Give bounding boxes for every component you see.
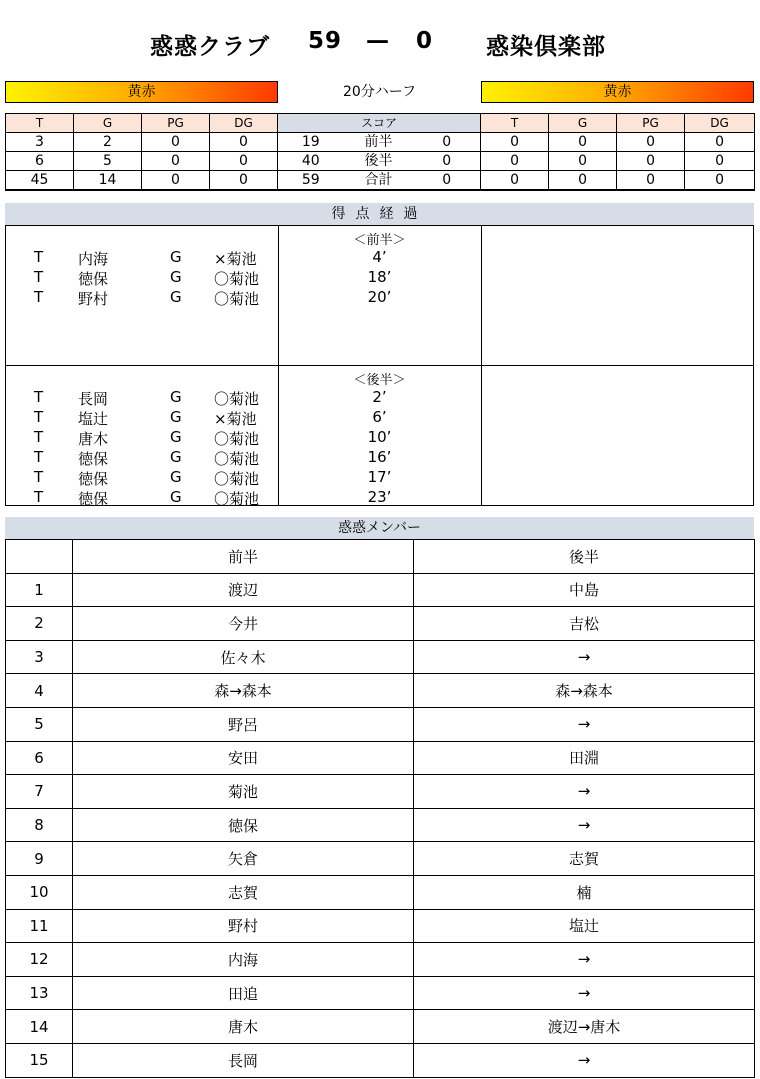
second-half-player: 田淵 (414, 741, 755, 775)
position-number: 8 (6, 808, 73, 842)
score-table (5, 113, 755, 191)
table-row (6, 573, 755, 607)
second-half-events-panel (5, 366, 754, 506)
event-conversion: 〇菊池 (214, 270, 260, 288)
home-team-name: 惑惑クラブ (150, 34, 270, 60)
position-number: 2 (6, 607, 73, 641)
cell: 0 (142, 171, 210, 191)
cell: 6 (6, 152, 74, 171)
col-header-second-half: 後半 (414, 540, 755, 574)
cell: 0 (481, 171, 549, 191)
position-number: 15 (6, 1043, 73, 1077)
second-half-label: ＜後半＞ (353, 373, 406, 388)
event-conv-type: G (170, 408, 182, 426)
event-conversion: 〇菊池 (214, 450, 260, 468)
cell: 0 (549, 152, 617, 171)
cell: 0 (549, 171, 617, 191)
table-row (6, 943, 755, 977)
score-event (6, 428, 481, 448)
away-jersey-color-bar: 黄赤 (481, 81, 754, 103)
first-half-player: 田追 (73, 976, 414, 1010)
away-total: 0 (414, 171, 481, 191)
first-half-player: 菊池 (73, 775, 414, 809)
second-half-player: 中島 (414, 573, 755, 607)
home-score: 59 (308, 28, 343, 54)
score-event (6, 468, 481, 488)
table-row (6, 640, 755, 674)
event-player: 徳保 (78, 270, 109, 288)
cell: 0 (617, 133, 685, 152)
event-minute: 4’ (372, 248, 387, 266)
position-number: 3 (6, 640, 73, 674)
event-minute: 18’ (367, 268, 392, 286)
position-number: 7 (6, 775, 73, 809)
members-header-row (6, 540, 755, 574)
cell: 0 (617, 171, 685, 191)
event-conversion: 〇菊池 (214, 470, 260, 488)
score-event (6, 488, 481, 508)
match-title (0, 28, 760, 60)
event-conversion: ×菊池 (214, 250, 257, 268)
score-col-header: スコア (278, 114, 481, 133)
position-number: 13 (6, 976, 73, 1010)
position-number: 4 (6, 674, 73, 708)
second-half-player: → (414, 943, 755, 977)
event-minute: 20’ (367, 288, 392, 306)
event-conversion: 〇菊池 (214, 390, 260, 408)
score-row-second-half (6, 152, 755, 171)
score-event (6, 248, 481, 268)
second-half-player: → (414, 1043, 755, 1077)
second-half-player: 楠 (414, 875, 755, 909)
cell: 0 (549, 133, 617, 152)
away-half-total: 0 (414, 133, 481, 152)
event-conversion: 〇菊池 (214, 430, 260, 448)
cell: 2 (74, 133, 142, 152)
second-half-player: 吉松 (414, 607, 755, 641)
event-player: 唐木 (78, 430, 109, 448)
first-half-player: 安田 (73, 741, 414, 775)
first-half-player: 野村 (73, 909, 414, 943)
col-header: DG (685, 114, 755, 133)
home-half-total: 40 (278, 152, 344, 171)
event-player: 徳保 (78, 450, 109, 468)
position-number: 10 (6, 875, 73, 909)
cell: 0 (210, 171, 278, 191)
position-number: 6 (6, 741, 73, 775)
cell: 0 (617, 152, 685, 171)
event-type: T (34, 468, 44, 486)
second-half-player: 志賀 (414, 842, 755, 876)
event-conv-type: G (170, 488, 182, 506)
event-minute: 2’ (372, 388, 387, 406)
event-conv-type: G (170, 268, 182, 286)
cell: 14 (74, 171, 142, 191)
event-type: T (34, 268, 44, 286)
event-conv-type: G (170, 468, 182, 486)
event-conv-type: G (170, 448, 182, 466)
event-type: T (34, 248, 44, 266)
second-half-player: → (414, 976, 755, 1010)
score-event (6, 288, 481, 308)
col-header: G (549, 114, 617, 133)
event-conv-type: G (170, 248, 182, 266)
table-row (6, 1010, 755, 1044)
first-half-player: 渡辺 (73, 573, 414, 607)
event-type: T (34, 488, 44, 506)
col-header: T (481, 114, 549, 133)
away-team-name: 惑染倶楽部 (486, 34, 606, 60)
event-conv-type: G (170, 288, 182, 306)
second-half-player: → (414, 640, 755, 674)
col-header: PG (142, 114, 210, 133)
col-header-number (6, 540, 73, 574)
event-type: T (34, 288, 44, 306)
event-conversion: ×菊池 (214, 410, 257, 428)
table-row (6, 1043, 755, 1077)
position-number: 14 (6, 1010, 73, 1044)
first-half-player: 徳保 (73, 808, 414, 842)
event-conversion: 〇菊池 (214, 490, 260, 508)
score-dash: — (366, 28, 390, 54)
cell: 0 (142, 133, 210, 152)
event-conv-type: G (170, 388, 182, 406)
row-label: 後半 (344, 152, 414, 171)
members-table (5, 539, 755, 1078)
first-half-player: 内海 (73, 943, 414, 977)
table-row (6, 875, 755, 909)
cell: 0 (685, 171, 755, 191)
second-half-player: → (414, 707, 755, 741)
event-type: T (34, 448, 44, 466)
event-player: 野村 (78, 290, 109, 308)
cell: 0 (481, 152, 549, 171)
position-number: 11 (6, 909, 73, 943)
event-type: T (34, 408, 44, 426)
table-row (6, 909, 755, 943)
event-minute: 10’ (367, 428, 392, 446)
table-row (6, 674, 755, 708)
event-minute: 23’ (367, 488, 392, 506)
cell: 0 (481, 133, 549, 152)
table-row (6, 808, 755, 842)
event-type: T (34, 388, 44, 406)
home-half-total: 19 (278, 133, 344, 152)
first-half-player: 唐木 (73, 1010, 414, 1044)
col-header-first-half: 前半 (73, 540, 414, 574)
home-total: 59 (278, 171, 344, 191)
table-row (6, 976, 755, 1010)
col-header: G (74, 114, 142, 133)
event-player: 長岡 (78, 390, 109, 408)
table-row (6, 607, 755, 641)
second-half-player: → (414, 775, 755, 809)
score-row-total (6, 171, 755, 191)
event-conversion: 〇菊池 (214, 290, 260, 308)
score-event (6, 448, 481, 468)
table-row (6, 707, 755, 741)
first-half-player: 森→森本 (73, 674, 414, 708)
event-player: 徳保 (78, 470, 109, 488)
score-event (6, 268, 481, 288)
score-event (6, 408, 481, 428)
cell: 45 (6, 171, 74, 191)
cell: 3 (6, 133, 74, 152)
table-row (6, 842, 755, 876)
score-row-first-half (6, 133, 755, 152)
first-half-player: 長岡 (73, 1043, 414, 1077)
position-number: 9 (6, 842, 73, 876)
first-half-player: 矢倉 (73, 842, 414, 876)
second-half-player: 森→森本 (414, 674, 755, 708)
first-half-player: 佐々木 (73, 640, 414, 674)
cell: 0 (142, 152, 210, 171)
event-player: 徳保 (78, 490, 109, 508)
col-header: T (6, 114, 74, 133)
second-half-player: → (414, 808, 755, 842)
position-number: 12 (6, 943, 73, 977)
event-player: 塩辻 (78, 410, 109, 428)
second-half-player: 塩辻 (414, 909, 755, 943)
event-type: T (34, 428, 44, 446)
cell: 0 (685, 152, 755, 171)
event-minute: 17’ (367, 468, 392, 486)
table-row (6, 741, 755, 775)
cell: 5 (74, 152, 142, 171)
first-half-player: 野呂 (73, 707, 414, 741)
away-half-total: 0 (414, 152, 481, 171)
score-header-row (6, 114, 755, 133)
first-half-player: 今井 (73, 607, 414, 641)
event-conv-type: G (170, 428, 182, 446)
position-number: 1 (6, 573, 73, 607)
first-half-label: ＜前半＞ (353, 233, 406, 248)
cell: 0 (685, 133, 755, 152)
scoring-progress-title: 得点経過 (5, 203, 754, 225)
match-format: 20分ハーフ (342, 84, 417, 100)
row-label: 前半 (344, 133, 414, 152)
members-title: 惑惑メンバー (5, 517, 754, 539)
first-half-player: 志賀 (73, 875, 414, 909)
position-number: 5 (6, 707, 73, 741)
event-player: 内海 (78, 250, 109, 268)
home-jersey-color-bar: 黄赤 (5, 81, 278, 103)
event-minute: 16’ (367, 448, 392, 466)
score-event (6, 388, 481, 408)
row-label: 合計 (344, 171, 414, 191)
cell: 0 (210, 133, 278, 152)
event-minute: 6’ (372, 408, 387, 426)
col-header: PG (617, 114, 685, 133)
second-half-player: 渡辺→唐木 (414, 1010, 755, 1044)
cell: 0 (210, 152, 278, 171)
away-score: 0 (416, 28, 434, 54)
col-header: DG (210, 114, 278, 133)
first-half-events-panel (5, 225, 754, 366)
table-row (6, 775, 755, 809)
